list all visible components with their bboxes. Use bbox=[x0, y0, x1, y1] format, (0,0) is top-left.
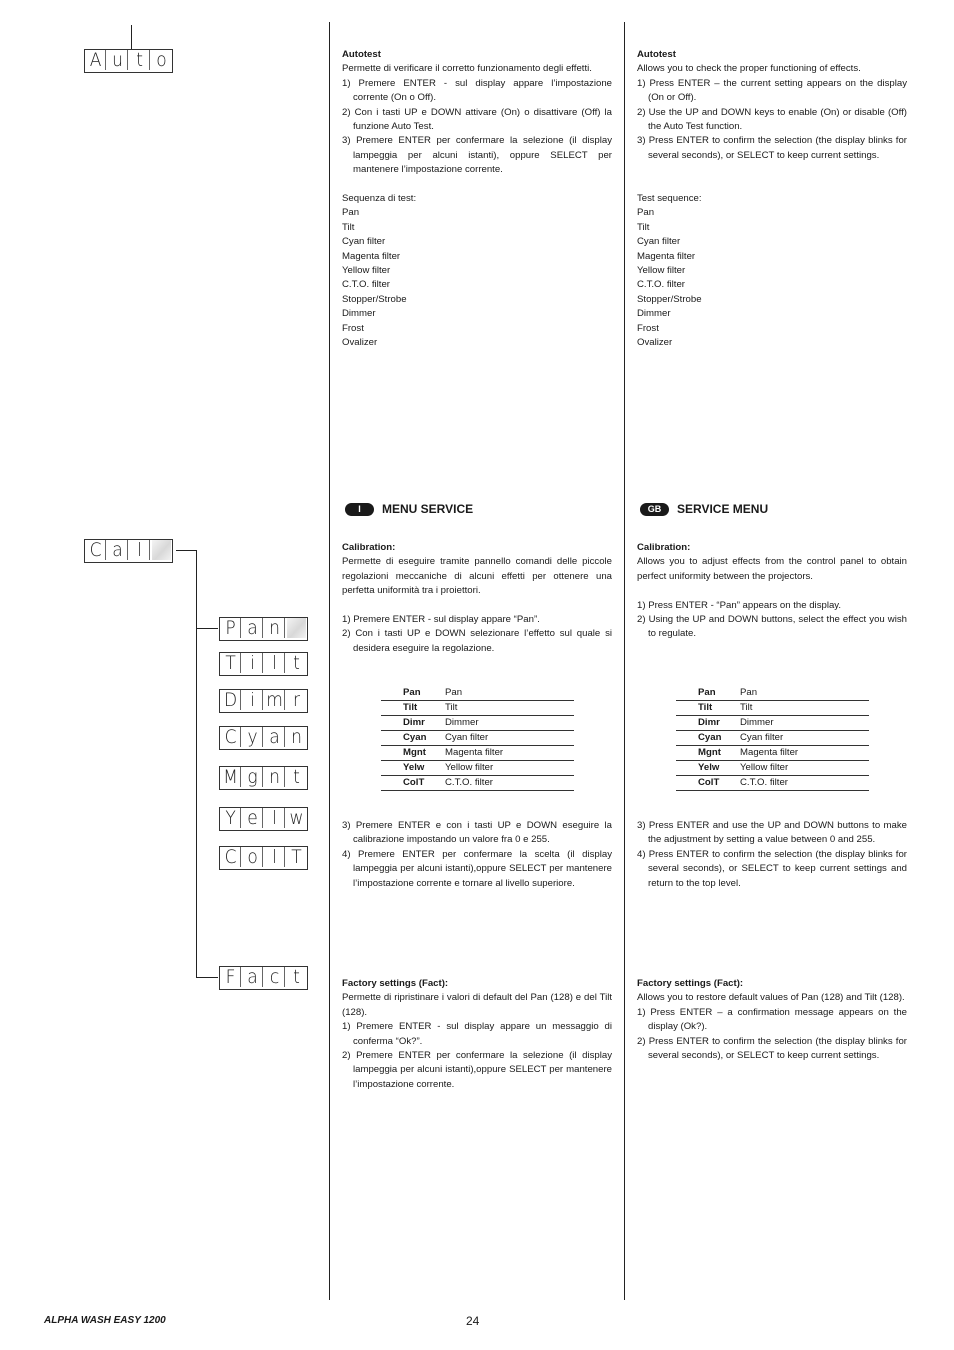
effect-code: Yelw bbox=[676, 761, 740, 776]
effect-name: Dimmer bbox=[740, 716, 869, 731]
effect-code: ColT bbox=[381, 776, 445, 791]
display-char: e bbox=[243, 808, 263, 828]
gb-fact-section bbox=[637, 977, 907, 1063]
sequence-item: Tilt bbox=[637, 221, 650, 233]
display-char: Y bbox=[221, 808, 241, 828]
display-char: l bbox=[130, 540, 150, 560]
it-calibration-section bbox=[342, 541, 612, 656]
auto-connector bbox=[131, 25, 132, 49]
table-row bbox=[676, 731, 869, 746]
sequence-item: Cyan filter bbox=[637, 236, 681, 248]
display-char: t bbox=[293, 766, 300, 788]
effect-name: Cyan filter bbox=[740, 731, 869, 746]
display-char: a bbox=[243, 618, 263, 638]
display-char: n bbox=[291, 726, 302, 748]
gb-menu-title: SERVICE MENU bbox=[677, 502, 769, 516]
effect-name: Tilt bbox=[445, 701, 574, 716]
effect-name: Cyan filter bbox=[445, 731, 574, 746]
effect-name: Pan bbox=[445, 686, 574, 701]
step-item: 2) Press ENTER to confirm the selection (the display blinks for several seconds), or SELECT to keep current settings. bbox=[637, 1035, 907, 1062]
display-char: D bbox=[221, 690, 241, 710]
effect-name: C.T.O. filter bbox=[445, 776, 574, 791]
display-char: i bbox=[243, 653, 263, 673]
cal-tree-trunk bbox=[196, 550, 197, 977]
column-divider-left bbox=[329, 22, 330, 1300]
table-row bbox=[381, 716, 574, 731]
display-char: l bbox=[265, 847, 285, 867]
gb-fact-steps bbox=[637, 1006, 907, 1064]
effect-code: Tilt bbox=[676, 701, 740, 716]
step-item: 3) Press ENTER to confirm the selection (the display blinks for several seconds), or SELECT to keep current settings. bbox=[637, 135, 907, 161]
gb-cal-steps-b-section bbox=[637, 819, 907, 891]
sequence-item: Pan bbox=[637, 207, 655, 219]
it-cal-steps-b bbox=[342, 819, 612, 891]
sequence-item: Yellow filter bbox=[342, 265, 391, 277]
display-char: T bbox=[291, 846, 302, 868]
effect-name: Dimmer bbox=[445, 716, 574, 731]
display-char: t bbox=[130, 50, 150, 70]
display-char bbox=[152, 540, 171, 560]
sequence-item: Frost bbox=[342, 322, 364, 334]
display-char: l bbox=[265, 653, 285, 673]
table-row bbox=[676, 776, 869, 791]
step-item: 3) Premere ENTER e con i tasti UP e DOWN eseguire la calibrazione impostando un valore fra 0 e 255. bbox=[342, 820, 612, 846]
table-row bbox=[381, 746, 574, 761]
display-char: o bbox=[156, 49, 167, 71]
display-fact bbox=[219, 966, 308, 990]
effect-name: Yellow filter bbox=[445, 761, 574, 776]
it-fact-steps bbox=[342, 1020, 612, 1092]
sequence-item: Magenta filter bbox=[342, 250, 401, 262]
table-row bbox=[676, 746, 869, 761]
effect-name: Pan bbox=[740, 686, 869, 701]
fact-branch bbox=[196, 977, 218, 978]
display-yelw bbox=[219, 807, 308, 831]
display-char: w bbox=[289, 807, 304, 829]
step-item: 1) Press ENTER – the current setting appears on the display (On or Off). bbox=[637, 77, 907, 104]
gb-fact-intro: Allows you to restore default values of Pan (128) and Tilt (128). bbox=[637, 992, 905, 1004]
display-char: C bbox=[221, 847, 241, 867]
pan-branch bbox=[196, 628, 218, 629]
gb-autotest-steps bbox=[637, 77, 907, 163]
display-colt bbox=[219, 846, 308, 870]
step-item: 2) Premere ENTER per confermare la selezione (il display lampeggia per alcuni istanti),oppure SELECT per mantenere l’impostazione corrente. bbox=[342, 1050, 612, 1090]
gb-calibration-section bbox=[637, 541, 907, 642]
it-cal-steps-b-section bbox=[342, 819, 612, 891]
display-char: T bbox=[221, 653, 241, 673]
effect-name: Tilt bbox=[740, 701, 869, 716]
effect-code: ColT bbox=[676, 776, 740, 791]
step-item: 1) Press ENTER – a confirmation message appears on the display (Ok?). bbox=[637, 1006, 907, 1033]
gb-cal-steps-b bbox=[637, 819, 907, 891]
display-char: a bbox=[108, 540, 128, 560]
sequence-item: Ovalizer bbox=[342, 337, 378, 349]
display-char: P bbox=[221, 618, 241, 638]
display-char: M bbox=[221, 767, 241, 787]
table-row bbox=[676, 701, 869, 716]
it-autotest-title: Autotest bbox=[342, 49, 381, 60]
it-autotest-steps bbox=[342, 77, 612, 178]
step-item: 2) Using the UP and DOWN buttons, select the effect you wish to regulate. bbox=[637, 614, 907, 640]
it-autotest-intro: Permette di verificare il corretto funzionamento degli effetti. bbox=[342, 63, 592, 75]
effect-name: Magenta filter bbox=[445, 746, 574, 761]
effect-code: Mgnt bbox=[676, 746, 740, 761]
effect-code: Yelw bbox=[381, 761, 445, 776]
sequence-item: Yellow filter bbox=[637, 265, 686, 277]
effect-code: Cyan bbox=[676, 731, 740, 746]
gb-cal-steps-a bbox=[637, 599, 907, 642]
table-row bbox=[381, 776, 574, 791]
sequence-item: Pan bbox=[342, 207, 360, 219]
display-char: i bbox=[243, 690, 263, 710]
display-char: n bbox=[265, 618, 285, 638]
table-row bbox=[381, 686, 574, 701]
it-cal-title: Calibration: bbox=[342, 542, 396, 553]
it-menu-header bbox=[345, 502, 473, 516]
gb-language-badge: GB bbox=[640, 503, 669, 516]
it-effects-table bbox=[381, 686, 574, 791]
table-row bbox=[676, 716, 869, 731]
display-char: r bbox=[292, 689, 301, 711]
display-char: n bbox=[265, 767, 285, 787]
table-row bbox=[676, 761, 869, 776]
table-row bbox=[381, 731, 574, 746]
effect-name: Magenta filter bbox=[740, 746, 869, 761]
gb-sequence-title: Test sequence: bbox=[637, 193, 702, 205]
sequence-item: Ovalizer bbox=[637, 337, 673, 349]
step-item: 1) Premere ENTER - sul display appare l’impostazione corrente (On o Off). bbox=[342, 77, 612, 104]
it-sequence-title: Sequenza di test: bbox=[342, 193, 417, 205]
gb-autotest-section bbox=[637, 48, 907, 351]
sequence-item: Cyan filter bbox=[342, 236, 386, 248]
display-char bbox=[287, 618, 306, 638]
display-char: C bbox=[221, 727, 241, 747]
effect-code: Tilt bbox=[381, 701, 445, 716]
display-char: o bbox=[243, 847, 263, 867]
display-mgnt bbox=[219, 766, 308, 790]
display-cal bbox=[84, 539, 173, 563]
display-auto bbox=[84, 49, 173, 73]
step-item: 2) Con i tasti UP e DOWN attivare (On) o disattivare (Off) la funzione Auto Test. bbox=[342, 106, 612, 133]
effect-code: Dimr bbox=[676, 716, 740, 731]
gb-autotest-intro: Allows you to check the proper functioning of effects. bbox=[637, 63, 861, 75]
table-row bbox=[381, 701, 574, 716]
it-menu-title: MENU SERVICE bbox=[382, 502, 474, 516]
display-char: a bbox=[243, 967, 263, 987]
step-item: 4) Premere ENTER per confermare la scelta (il display lampeggia per alcuni istanti),oppure SELECT per mantenere l’impostazione corrente e tornare al livello superiore. bbox=[342, 848, 612, 889]
it-cal-steps-a bbox=[342, 613, 612, 656]
it-sequence-list bbox=[342, 206, 612, 350]
display-char: A bbox=[86, 50, 106, 70]
gb-cal-title: Calibration: bbox=[637, 542, 691, 553]
effect-name: C.T.O. filter bbox=[740, 776, 869, 791]
sequence-item: C.T.O. filter bbox=[342, 279, 390, 291]
step-item: 3) Premere ENTER per confermare la selezione (il display lampeggia per alcuni istanti), oppure SELECT per mantenere l’impostazione corrente. bbox=[342, 135, 612, 176]
effect-code: Pan bbox=[381, 686, 445, 701]
table-row bbox=[676, 686, 869, 701]
sequence-item: Stopper/Strobe bbox=[342, 293, 407, 305]
display-char: c bbox=[265, 967, 285, 987]
sequence-item: Tilt bbox=[342, 221, 355, 233]
sequence-item: Frost bbox=[637, 322, 659, 334]
effect-code: Cyan bbox=[381, 731, 445, 746]
gb-fact-title: Factory settings (Fact): bbox=[637, 978, 744, 989]
sequence-item: Dimmer bbox=[342, 308, 376, 320]
footer-product-name: ALPHA WASH EASY 1200 bbox=[44, 1315, 166, 1326]
step-item: 4) Press ENTER to confirm the selection (the display blinks for several seconds), or SELECT to keep current settings and return to the top level. bbox=[637, 848, 907, 889]
step-item: 1) Premere ENTER - sul display appare “Pan”. bbox=[342, 614, 540, 626]
display-tilt bbox=[219, 652, 308, 676]
display-char: g bbox=[243, 767, 263, 787]
step-item: 1) Press ENTER - “Pan” appears on the display. bbox=[637, 599, 842, 611]
it-fact-intro: Permette di ripristinare i valori di default del Pan (128) e del Tilt (128). bbox=[342, 992, 612, 1018]
gb-autotest-title: Autotest bbox=[637, 49, 676, 60]
display-pan bbox=[219, 617, 308, 641]
gb-sequence-list bbox=[637, 206, 907, 350]
effect-code: Dimr bbox=[381, 716, 445, 731]
table-row bbox=[381, 761, 574, 776]
it-fact-title: Factory settings (Fact): bbox=[342, 978, 449, 989]
step-item: 3) Press ENTER and use the UP and DOWN buttons to make the adjustment by setting a value between 0 and 255. bbox=[637, 820, 907, 846]
effect-code: Mgnt bbox=[381, 746, 445, 761]
sequence-item: Magenta filter bbox=[637, 250, 696, 262]
cal-connector-h bbox=[176, 550, 196, 551]
display-char: u bbox=[108, 50, 128, 70]
footer-page-number: 24 bbox=[466, 1314, 480, 1328]
gb-cal-intro: Allows you to adjust effects from the control panel to obtain perfect uniformity between the projectors. bbox=[637, 556, 907, 582]
effect-code: Pan bbox=[676, 686, 740, 701]
step-item: 2) Use the UP and DOWN keys to enable (On) or disable (Off) the Auto Test function. bbox=[637, 106, 907, 133]
display-cyan bbox=[219, 726, 308, 750]
display-char: l bbox=[265, 808, 285, 828]
column-divider-right bbox=[624, 22, 625, 1300]
display-char: t bbox=[293, 966, 300, 988]
it-autotest-section bbox=[342, 48, 612, 351]
display-dimr bbox=[219, 689, 308, 713]
display-char: a bbox=[265, 727, 285, 747]
sequence-item: C.T.O. filter bbox=[637, 279, 685, 291]
effect-name: Yellow filter bbox=[740, 761, 869, 776]
sequence-item: Dimmer bbox=[637, 308, 671, 320]
display-char: C bbox=[86, 540, 106, 560]
display-char: m bbox=[265, 690, 285, 710]
it-fact-section bbox=[342, 977, 612, 1092]
it-cal-intro: Permette di eseguire tramite pannello comandi delle piccole regolazioni meccaniche di alcuni effetti per ottenere una perfetta uniformità tra i proiettori. bbox=[342, 556, 612, 597]
sequence-item: Stopper/Strobe bbox=[637, 293, 702, 305]
step-item: 1) Premere ENTER - sul display appare un messaggio di conferma “Ok?”. bbox=[342, 1021, 612, 1047]
display-char: F bbox=[221, 967, 241, 987]
it-language-badge: I bbox=[345, 503, 374, 516]
step-item: 2) Con i tasti UP e DOWN selezionare l’effetto sul quale si desidera eseguire la regolazione. bbox=[342, 628, 612, 654]
display-char: t bbox=[293, 652, 300, 674]
display-char: y bbox=[243, 727, 263, 747]
gb-effects-table bbox=[676, 686, 869, 791]
gb-menu-header bbox=[640, 502, 768, 516]
